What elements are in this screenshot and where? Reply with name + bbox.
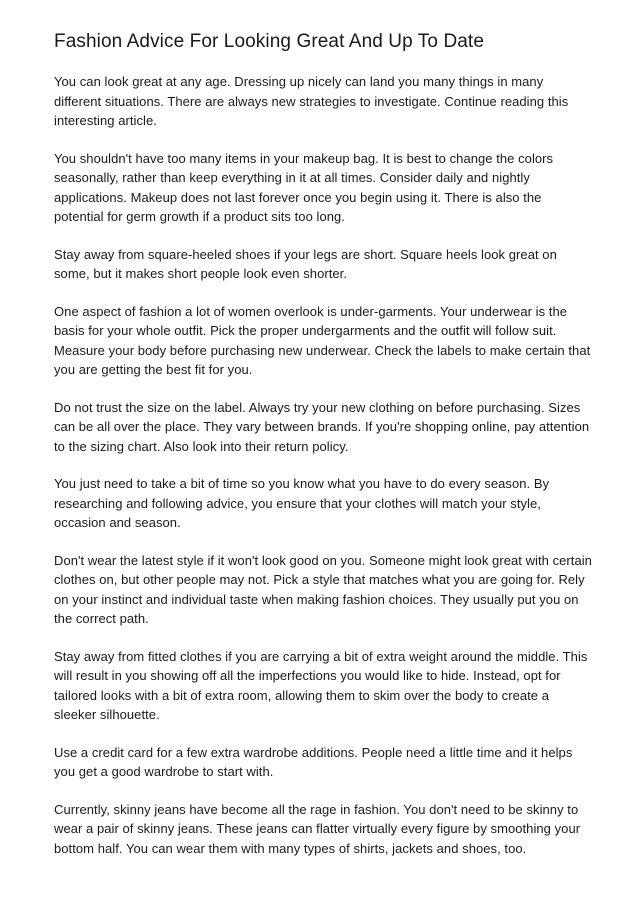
paragraph-3: Stay away from square-heeled shoes if your legs are short. Square heels look great on some, but it makes short people look even shorter. — [54, 246, 557, 281]
paragraph-2: You shouldn't have too many items in your makeup bag. It is best to change the colors seasonally, rather than keep everything in it at all times. Consider daily and nightly applications. Makeup does not last forever once you begin using it. There is also the potential for germ growth if a product sits too long. — [54, 150, 554, 224]
paragraph-6: You just need to take a bit of time so you know what you have to do every season. By researching and following advice, you ensure that your clothes will match your style, occasion and season. — [54, 476, 550, 530]
paragraph-4: One aspect of fashion a lot of women overlook is under-garments. Your underwear is the basis for your whole outfit. Pick the proper undergarments and the outfit will follow suit. Measure your body before purchasing new underwear. Check the labels to make certain that you are getting the best fit for you. — [54, 303, 591, 377]
paragraph-7: Don't wear the latest style if it won't look good on you. Someone might look great with certain clothes on, but other people may not. Pick a style that matches what you are going for. Rely on your instinct and individual taste when making fashion choices. They usually put you on the correct path. — [54, 552, 592, 626]
paragraph-9: Use a credit card for a few extra wardrobe additions. People need a little time and it helps you get a good wardrobe to start with. — [54, 744, 573, 779]
document-title: Fashion Advice For Looking Great And Up To Date — [54, 31, 484, 52]
paragraph-10: Currently, skinny jeans have become all the rage in fashion. You don't need to be skinny to wear a pair of skinny jeans. These jeans can flatter virtually every figure by smoothing your bottom half. You can wear them with many types of shirts, jackets and shoes, too. — [54, 801, 581, 856]
document-page — [54, 30, 594, 876]
paragraph-5: Do not trust the size on the label. Always try your new clothing on before purchasing. Sizes can be all over the place. They vary between brands. If you're shopping online, pay attention to the sizing chart. Also look into their return policy. — [54, 399, 590, 454]
paragraph-8: Stay away from fitted clothes if you are carrying a bit of extra weight around the middle. This will result in you showing off all the imperfections you would like to hide. Instead, opt for tailored looks with a bit of extra room, allowing them to skim over the body to create a sleeker silhouette. — [54, 648, 588, 722]
paragraph-1: You can look great at any age. Dressing up nicely can land you many things in many different situations. There are always new strategies to investigate. Continue reading this interesting article. — [54, 74, 569, 128]
